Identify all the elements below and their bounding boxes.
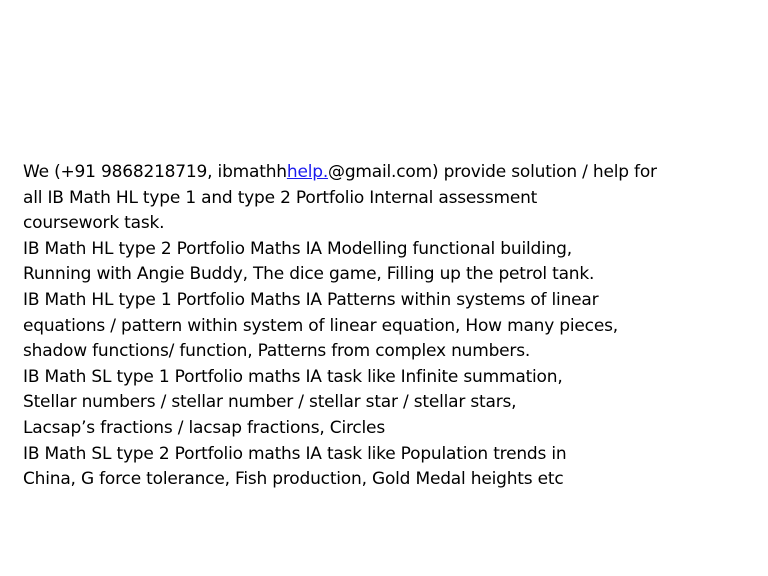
intro-text-before-link: We (+91 9868218719, ibmathh [23,162,287,182]
body-line: IB Math SL type 2 Portfolio maths IA task like Population trends in [23,443,567,464]
intro-line-3: coursework task. [23,213,165,234]
intro-line-2: all IB Math HL type 1 and type 2 Portfolio Internal assessment [23,187,538,208]
body-line: shadow functions/ function, Patterns from complex numbers. [23,341,531,362]
body-line: equations / pattern within system of linear equation, How many pieces, [23,315,618,336]
body-line: IB Math HL type 1 Portfolio Maths IA Patterns within systems of linear [23,289,599,310]
body-line: Running with Angie Buddy, The dice game, Filling up the petrol tank. [23,264,595,285]
body-line: China, G force tolerance, Fish production, Gold Medal heights etc [23,469,564,490]
body-line: IB Math HL type 2 Portfolio Maths IA Modelling functional building, [23,238,572,259]
intro-text-after-link: @gmail.com) provide solution / help for [328,162,657,182]
body-line: Lacsap’s fractions / lacsap fractions, Circles [23,417,385,438]
body-line: IB Math SL type 1 Portfolio maths IA task like Infinite summation, [23,366,563,387]
email-link[interactable]: help. [286,162,329,182]
text-body [23,160,723,493]
intro-line-1 [23,160,723,186]
body-line: Stellar numbers / stellar number / stellar star / stellar stars, [23,392,517,413]
